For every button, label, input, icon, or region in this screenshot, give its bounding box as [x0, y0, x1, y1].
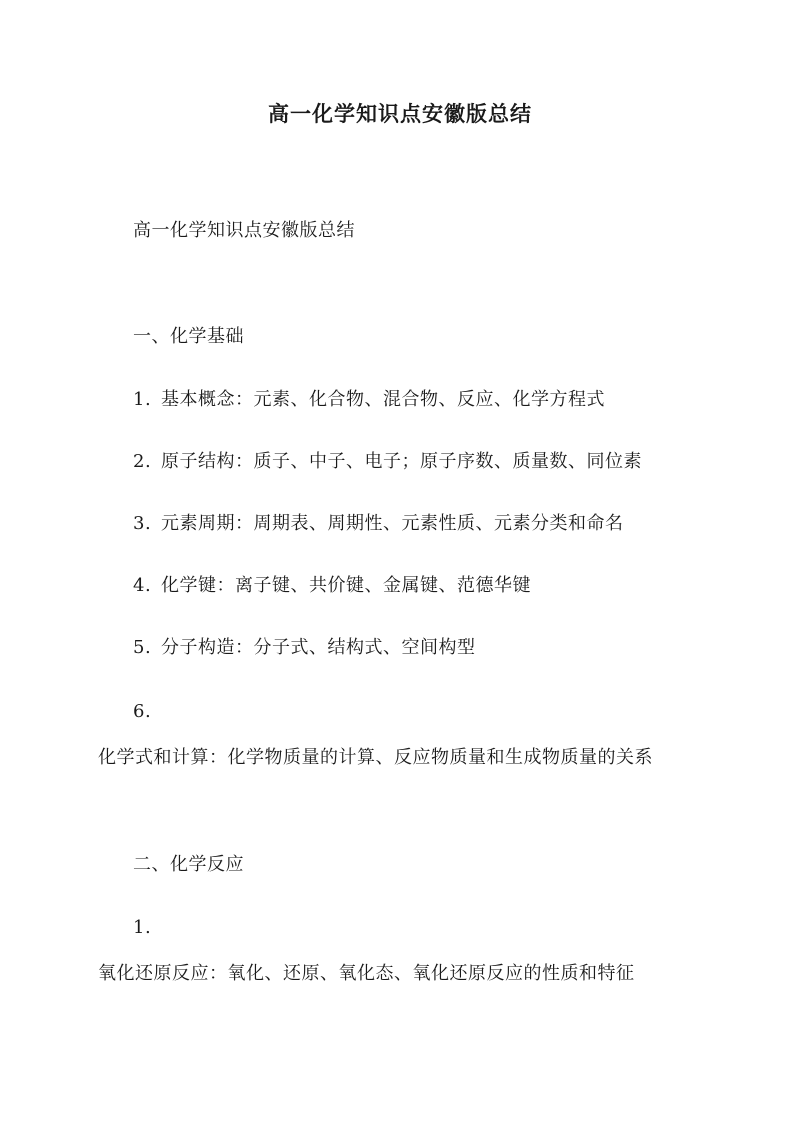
list-item-text: 原子结构：质子、中子、电子；原子序数、质量数、同位素	[161, 451, 642, 472]
document-subtitle: 高一化学知识点安徽版总结	[133, 220, 355, 241]
list-item-number: 4.	[133, 575, 152, 596]
list-item	[133, 450, 642, 474]
list-item-number: 5.	[133, 637, 152, 658]
section-heading-reactions: 二、化学反应	[133, 854, 244, 875]
document-title: 高一化学知识点安徽版总结	[268, 101, 532, 126]
list-item-number: 6.	[133, 701, 152, 722]
list-item	[133, 636, 476, 660]
list-item-text: 基本概念：元素、化合物、混合物、反应、化学方程式	[161, 389, 605, 410]
list-item-text: 分子构造：分子式、结构式、空间构型	[161, 637, 476, 658]
list-item	[133, 388, 605, 412]
list-item-number: 1.	[133, 389, 152, 410]
list-item-text: 化学键：离子键、共价键、金属键、范德华键	[161, 575, 531, 596]
section-heading-basics: 一、化学基础	[133, 326, 244, 347]
list-item-text: 氧化还原反应：氧化、还原、氧化态、氧化还原反应的性质和特征	[98, 963, 635, 984]
list-item-number: 3.	[133, 513, 152, 534]
list-item	[133, 574, 531, 598]
list-item-text: 元素周期：周期表、周期性、元素性质、元素分类和命名	[161, 513, 624, 534]
list-item-number: 1.	[133, 917, 152, 938]
list-item	[133, 512, 624, 536]
list-item-text: 化学式和计算：化学物质量的计算、反应物质量和生成物质量的关系	[98, 747, 653, 768]
list-item-number: 2.	[133, 451, 152, 472]
